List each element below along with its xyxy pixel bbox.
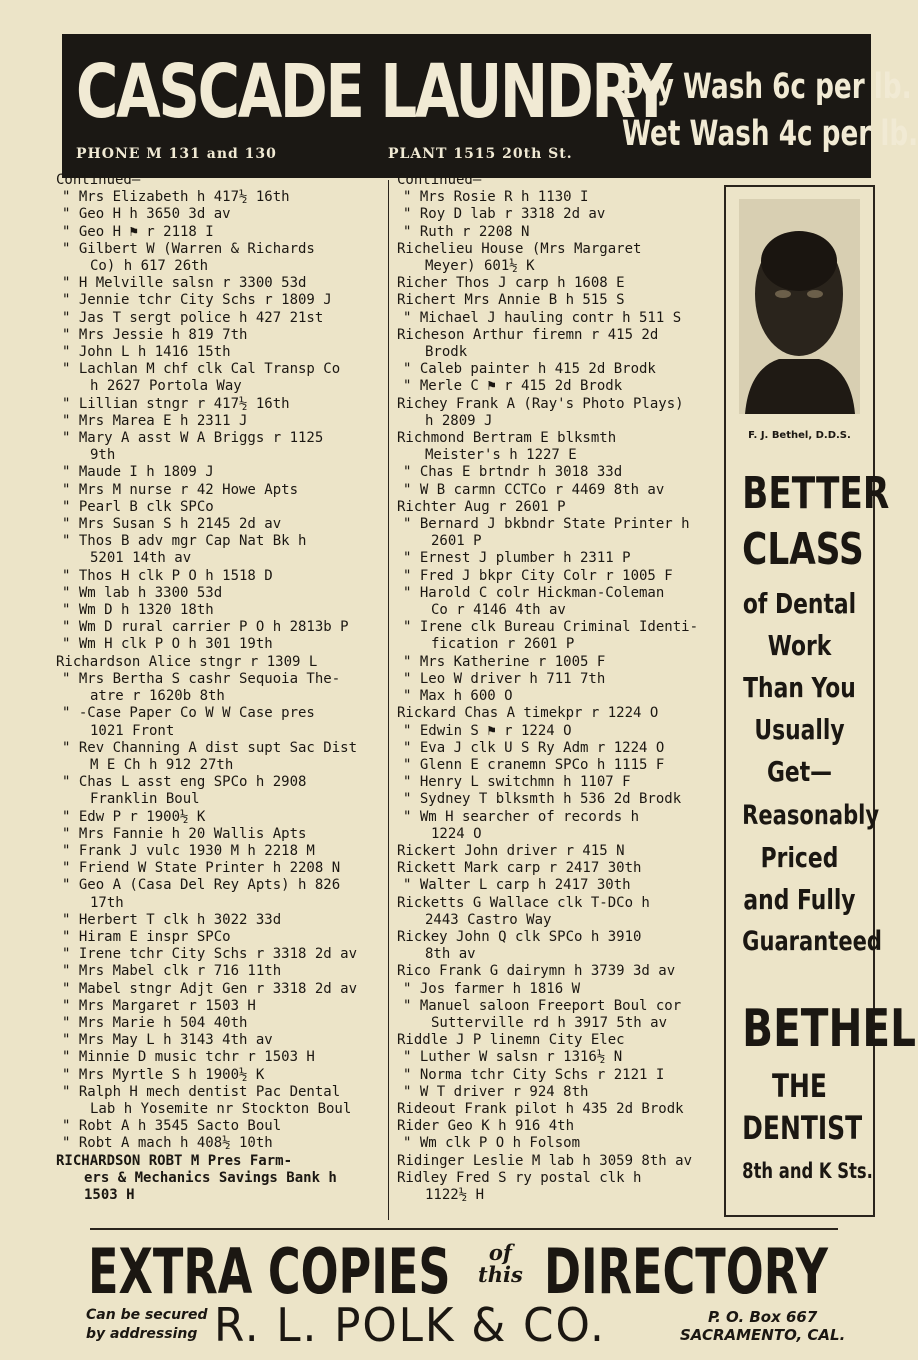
entry-text: " Wm clk P O h Folsom (403, 1135, 581, 1152)
entry-text: Rickert John driver r 415 N (397, 842, 625, 859)
entry-text: Rider Geo K h 916 4th (397, 1118, 575, 1135)
directory-entry (56, 843, 382, 860)
entry-continuation: h 2627 Portola Way (90, 378, 242, 395)
directory-entry (397, 241, 722, 275)
directory-entry (56, 189, 382, 206)
entry-text: " Caleb painter h 415 2d Brodk (403, 361, 656, 378)
entry-continuation: 2443 Castro Way (425, 911, 552, 928)
entry-text: " Friend W State Printer h 2208 N (62, 860, 341, 877)
entry-text: " Wm H clk P O h 301 19th (62, 636, 273, 653)
entry-continuation: Co r 4146 4th av (431, 602, 566, 619)
entry-text: " Norma tchr City Schs r 2121 I (403, 1066, 665, 1083)
ad-line-priced: Priced (760, 841, 839, 874)
entry-text: Richert Mrs Annie B h 515 S (397, 292, 625, 309)
entry-text: " Henry L switchmn h 1107 F (403, 774, 631, 791)
directory-entry (397, 705, 722, 722)
ad-line-reasonably: Reasonably (742, 800, 880, 831)
entry-continuation: 1224 O (431, 825, 482, 842)
entry-text: RICHARDSON ROBT M Pres Farm- (56, 1152, 293, 1169)
entry-text: " Jos farmer h 1816 W (403, 980, 581, 997)
entry-text: " Roy D lab r 3318 2d av (403, 206, 606, 223)
entry-text: Continued— (56, 172, 141, 188)
directory-entry (56, 344, 382, 361)
entry-text: Richmond Bertram E blksmth (397, 430, 617, 447)
directory-entry (56, 310, 382, 327)
directory-entry (56, 981, 382, 998)
entry-text: Richey Frank A (Ray's Photo Plays) (397, 395, 684, 412)
entry-text: " Ruth r 2208 N (403, 223, 530, 240)
entry-text: Richter Aug r 2601 P (397, 498, 566, 515)
entry-text: " Rev Channing A dist supt Sac Dist (62, 739, 358, 756)
wet-wash-rate: Wet Wash 4c per lb. (622, 114, 918, 154)
directory-entry (56, 929, 382, 946)
directory-entry (397, 292, 722, 309)
extra-copies-text: EXTRA COPIES (88, 1235, 451, 1308)
entry-continuation: 9th (90, 447, 116, 464)
directory-entry (56, 912, 382, 929)
entry-text: " Geo H ⚑ r 2118 I (62, 223, 214, 240)
entry-text: " Mrs Rosie R h 1130 I (403, 189, 589, 206)
entry-text: Richeson Arthur firemn r 415 2d (397, 326, 659, 343)
entry-text: Richer Thos J carp h 1608 E (397, 275, 625, 292)
entry-text: " Wm D rural carrier P O h 2813b P (62, 619, 349, 636)
directory-entry (56, 740, 382, 774)
directory-entry (56, 482, 382, 499)
directory-entry (56, 327, 382, 344)
entry-text: Rickey John Q clk SPCo h 3910 (397, 928, 642, 945)
directory-entry (397, 1032, 722, 1049)
directory-entry (56, 1084, 382, 1118)
directory-text: DIRECTORY (544, 1235, 828, 1308)
entry-text: " Mrs Fannie h 20 Wallis Apts (62, 825, 307, 842)
directory-entry (397, 929, 722, 963)
entry-text: " Mrs Katherine r 1005 F (403, 653, 606, 670)
this-word: this (478, 1262, 523, 1287)
directory-entry (397, 464, 722, 481)
directory-entry (56, 585, 382, 602)
entry-continuation: Sutterville rd h 3917 5th av (431, 1014, 668, 1031)
entry-text: " Frank J vulc 1930 M h 2218 M (62, 842, 315, 859)
entry-text: " Pearl B clk SPCo (62, 498, 214, 515)
ad-line-dentist: DENTIST (742, 1109, 863, 1147)
entry-text: " Maude I h 1809 J (62, 464, 214, 481)
secured-line1: Can be secured (86, 1307, 208, 1323)
directory-entry (56, 224, 382, 241)
directory-entry (397, 550, 722, 567)
entry-text: Rickard Chas A timekpr r 1224 O (397, 705, 659, 722)
directory-entry (56, 809, 382, 826)
column-divider (388, 180, 389, 1220)
directory-entry (56, 1032, 382, 1049)
directory-entry (56, 998, 382, 1015)
entry-continuation: Meyer) 601½ K (425, 258, 535, 275)
directory-entry (397, 327, 722, 361)
directory-entry (397, 774, 722, 791)
entry-text: " Lachlan M chf clk Cal Transp Co (62, 361, 341, 378)
entry-text: Ridley Fred S ry postal clk h (397, 1169, 642, 1186)
entry-text: " Thos H clk P O h 1518 D (62, 567, 273, 584)
entry-text: " Sydney T blksmth h 536 2d Brodk (403, 791, 682, 808)
entry-text: " Fred J bkpr City Colr r 1005 F (403, 567, 673, 584)
ad-line-better: BETTER (742, 468, 890, 519)
directory-entry (56, 396, 382, 413)
publisher-name: R. L. POLK & CO. (214, 1298, 606, 1352)
entry-continuation: 8th av (425, 946, 476, 963)
directory-entry (397, 740, 722, 757)
city-state: SACRAMENTO, CAL. (680, 1326, 846, 1344)
directory-entry (397, 310, 722, 327)
of-this-text (478, 1242, 523, 1286)
entry-text: " Michael J hauling contr h 511 S (403, 309, 682, 326)
entry-text: " Mrs M nurse r 42 Howe Apts (62, 481, 299, 498)
entry-continuation: fication r 2601 P (431, 636, 575, 653)
entry-text: " Mrs Margaret r 1503 H (62, 997, 256, 1014)
directory-entry (397, 877, 722, 894)
entry-continuation: Franklin Boul (90, 791, 200, 808)
entry-text: " Robt A h 3545 Sacto Boul (62, 1118, 282, 1135)
entry-text: Rico Frank G dairymn h 3739 3d av (397, 963, 676, 980)
entry-text: " H Melville salsn r 3300 53d (62, 275, 307, 292)
directory-entry (56, 654, 382, 671)
entry-text: " W T driver r 924 8th (403, 1083, 589, 1100)
directory-entry (56, 1067, 382, 1084)
directory-entry (56, 636, 382, 653)
entry-text: " Ernest J plumber h 2311 P (403, 550, 631, 567)
entry-text: " Mrs Marie h 504 40th (62, 1014, 248, 1031)
directory-entry (397, 1084, 722, 1101)
directory-entry (56, 671, 382, 705)
directory-entry (56, 1015, 382, 1032)
entry-continuation: ers & Mechanics Savings Bank h (84, 1169, 337, 1186)
ad-line-guaranteed: Guaranteed (742, 926, 882, 957)
directory-entry (397, 671, 722, 688)
directory-entry (397, 568, 722, 585)
ad-line-get: Get— (766, 755, 833, 788)
directory-entry (56, 705, 382, 739)
entry-continuation: 1021 Front (90, 722, 175, 739)
entry-text: " Mrs Marea E h 2311 J (62, 412, 248, 429)
entry-text: " Glenn E cranemn SPCo h 1115 F (403, 756, 665, 773)
directory-entry (56, 533, 382, 567)
directory-entry (397, 1067, 722, 1084)
entry-text: " Jennie tchr City Schs r 1809 J (62, 292, 332, 309)
directory-entry (397, 1153, 722, 1170)
ad-line-class: CLASS (742, 524, 864, 575)
entry-continuation: 1122½ H (425, 1186, 485, 1203)
entry-text: " Mrs Bertha S cashr Sequoia The- (62, 670, 341, 687)
entry-text: " Robt A mach h 408½ 10th (62, 1135, 273, 1152)
entry-text: Ricketts G Wallace clk T-DCo h (397, 894, 650, 911)
entry-text: " Minnie D music tchr r 1503 H (62, 1049, 315, 1066)
of-word: of (488, 1240, 512, 1265)
entry-text: " Jas T sergt police h 427 21st (62, 309, 324, 326)
directory-entry (397, 172, 722, 189)
directory-entry (56, 464, 382, 481)
directory-entry (397, 1118, 722, 1135)
laundry-rates (622, 64, 918, 158)
ad-line-address: 8th and K Sts. (742, 1159, 873, 1183)
entry-continuation: Co) h 617 26th (90, 258, 209, 275)
directory-entry (397, 757, 722, 774)
entry-text: " John L h 1416 15th (62, 344, 231, 361)
ad-line-usually: Usually (754, 713, 845, 746)
entry-text: Continued— (397, 172, 482, 188)
directory-entry (397, 206, 722, 223)
directory-entry (56, 1118, 382, 1135)
directory-entry (56, 860, 382, 877)
directory-entry (397, 1049, 722, 1066)
directory-entry (56, 1049, 382, 1066)
entry-text: " Herbert T clk h 3022 33d (62, 911, 282, 928)
directory-entry (397, 723, 722, 740)
entry-continuation: h 2809 J (425, 412, 493, 429)
ad-line-of-dental: of Dental (742, 587, 857, 620)
dentist-ad (724, 185, 916, 1217)
laundry-title: CASCADE LAUNDRY (76, 49, 670, 135)
directory-entry (56, 516, 382, 533)
directory-entry (397, 585, 722, 619)
directory-entry (397, 1135, 722, 1152)
entry-text: " Gilbert W (Warren & Richards (62, 240, 315, 257)
directory-entry (56, 568, 382, 585)
entry-text: " Merle C ⚑ r 415 2d Brodk (403, 378, 623, 395)
directory-entry (397, 809, 722, 843)
entry-continuation: 1503 H (84, 1186, 135, 1203)
directory-entry (56, 1153, 382, 1205)
directory-entry (397, 275, 722, 292)
directory-entry (56, 292, 382, 309)
directory-column-right (397, 172, 722, 1204)
directory-column-left (56, 172, 382, 1204)
directory-entry (56, 619, 382, 636)
entry-text: " Mrs Elizabeth h 417½ 16th (62, 189, 290, 206)
entry-text: " Leo W driver h 711 7th (403, 670, 606, 687)
cascade-laundry-ad (62, 34, 918, 178)
directory-entry (56, 361, 382, 395)
directory-entry (397, 189, 722, 206)
directory-entry (397, 396, 722, 430)
ad-line-bethel: BETHEL (742, 999, 916, 1059)
directory-entry (397, 1101, 722, 1118)
directory-entry (56, 963, 382, 980)
entry-continuation: 5201 14th av (90, 550, 192, 567)
directory-entry (56, 206, 382, 223)
entry-text: " Irene clk Bureau Criminal Identi- (403, 619, 699, 636)
directory-entry (397, 963, 722, 980)
entry-text: " Luther W salsn r 1316½ N (403, 1049, 623, 1066)
entry-text: " Edwin S ⚑ r 1224 O (403, 722, 572, 739)
ad-line-and-fully: and Fully (743, 883, 856, 916)
entry-text: " Mabel stngr Adjt Gen r 3318 2d av (62, 980, 358, 997)
entry-text: Ridinger Leslie M lab h 3059 8th av (397, 1152, 693, 1169)
dentist-portrait-image (739, 199, 860, 414)
entry-text: Richelieu House (Mrs Margaret (397, 240, 642, 257)
entry-text: Riddle J P linemn City Elec (397, 1032, 625, 1049)
entry-text: " Hiram E inspr SPCo (62, 928, 231, 945)
entry-continuation: Lab h Yosemite nr Stockton Boul (90, 1100, 352, 1117)
entry-text: " Mrs Mabel clk r 716 11th (62, 963, 282, 980)
entry-text: " Bernard J bkbndr State Printer h (403, 516, 690, 533)
entry-text: " Mary A asst W A Briggs r 1125 (62, 430, 324, 447)
entry-text: " Mrs Jessie h 819 7th (62, 326, 248, 343)
directory-entry (397, 998, 722, 1032)
directory-entry (397, 482, 722, 499)
dentist-signature: F. J. Bethel, D.D.S. (748, 430, 851, 441)
entry-text: " Mrs Myrtle S h 1900½ K (62, 1066, 265, 1083)
entry-continuation: M E Ch h 912 27th (90, 756, 234, 773)
entry-text: " Walter L carp h 2417 30th (403, 877, 631, 894)
directory-entry (397, 430, 722, 464)
publisher-address (680, 1308, 845, 1344)
entry-text: Rickett Mark carp r 2417 30th (397, 860, 642, 877)
entry-text: " Harold C colr Hickman-Coleman (403, 584, 665, 601)
entry-text: " Wm H searcher of records h (403, 808, 640, 825)
entry-text: " -Case Paper Co W W Case pres (62, 705, 315, 722)
entry-text: " Chas L asst eng SPCo h 2908 (62, 774, 307, 791)
directory-entry (56, 946, 382, 963)
entry-text: Rideout Frank pilot h 435 2d Brodk (397, 1100, 684, 1117)
directory-entry (397, 619, 722, 653)
entry-text: " Eva J clk U S Ry Adm r 1224 O (403, 739, 665, 756)
secured-line2: by addressing (86, 1326, 198, 1342)
entry-continuation: 2601 P (431, 533, 482, 550)
directory-entry (397, 224, 722, 241)
entry-continuation: Meister's h 1227 E (425, 447, 577, 464)
secured-text (86, 1306, 207, 1344)
directory-entry (397, 378, 722, 395)
polk-directory-ad (82, 1228, 852, 1353)
bottom-ad-rule (90, 1228, 838, 1230)
po-box: P. O. Box 667 (707, 1308, 818, 1326)
directory-entry (56, 774, 382, 808)
entry-text: " Max h 600 O (403, 688, 513, 705)
directory-entry (56, 430, 382, 464)
entry-text: " Wm lab h 3300 53d (62, 584, 223, 601)
directory-entry (56, 877, 382, 911)
directory-entry (397, 361, 722, 378)
directory-entry (56, 602, 382, 619)
entry-text: " Geo A (Casa Del Rey Apts) h 826 (62, 877, 341, 894)
entry-text: " Manuel saloon Freeport Boul cor (403, 997, 682, 1014)
entry-text: " Thos B adv mgr Cap Nat Bk h (62, 533, 307, 550)
directory-entry (397, 654, 722, 671)
dry-wash-rate: Dry Wash 6c per lb. (622, 67, 912, 107)
entry-text: " Mrs May L h 3143 4th av (62, 1032, 273, 1049)
entry-text: " Edw P r 1900½ K (62, 808, 206, 825)
directory-entry (397, 981, 722, 998)
directory-entry (56, 1135, 382, 1152)
entry-text: " Ralph H mech dentist Pac Dental (62, 1083, 341, 1100)
ad-line-work: Work (767, 629, 832, 662)
directory-entry (56, 413, 382, 430)
laundry-plant: PLANT 1515 20th St. (388, 146, 573, 162)
directory-entry (397, 1170, 722, 1204)
entry-text: " Geo H h 3650 3d av (62, 206, 231, 223)
entry-continuation: atre r 1620b 8th (90, 688, 225, 705)
directory-entry (397, 688, 722, 705)
entry-continuation: Brodk (425, 344, 468, 361)
ad-line-than-you: Than You (743, 671, 856, 704)
laundry-phone: PHONE M 131 and 130 (76, 146, 277, 162)
directory-entry (56, 241, 382, 275)
entry-text: " Mrs Susan S h 2145 2d av (62, 516, 282, 533)
entry-continuation: 17th (90, 894, 124, 911)
directory-entry (56, 275, 382, 292)
directory-entry (56, 826, 382, 843)
directory-entry (397, 860, 722, 877)
entry-text: " Wm D h 1320 18th (62, 602, 214, 619)
entry-text: Richardson Alice stngr r 1309 L (56, 653, 318, 670)
ad-line-the: THE (772, 1067, 827, 1105)
directory-entry (397, 843, 722, 860)
entry-text: " W B carmn CCTCo r 4469 8th av (403, 481, 665, 498)
directory-entry (56, 172, 382, 189)
directory-entry (397, 499, 722, 516)
entry-text: " Lillian stngr r 417½ 16th (62, 395, 290, 412)
directory-entry (397, 791, 722, 808)
entry-text: " Chas E brtndr h 3018 33d (403, 464, 623, 481)
directory-entry (397, 516, 722, 550)
entry-text: " Irene tchr City Schs r 3318 2d av (62, 946, 358, 963)
directory-entry (397, 895, 722, 929)
directory-entry (56, 499, 382, 516)
